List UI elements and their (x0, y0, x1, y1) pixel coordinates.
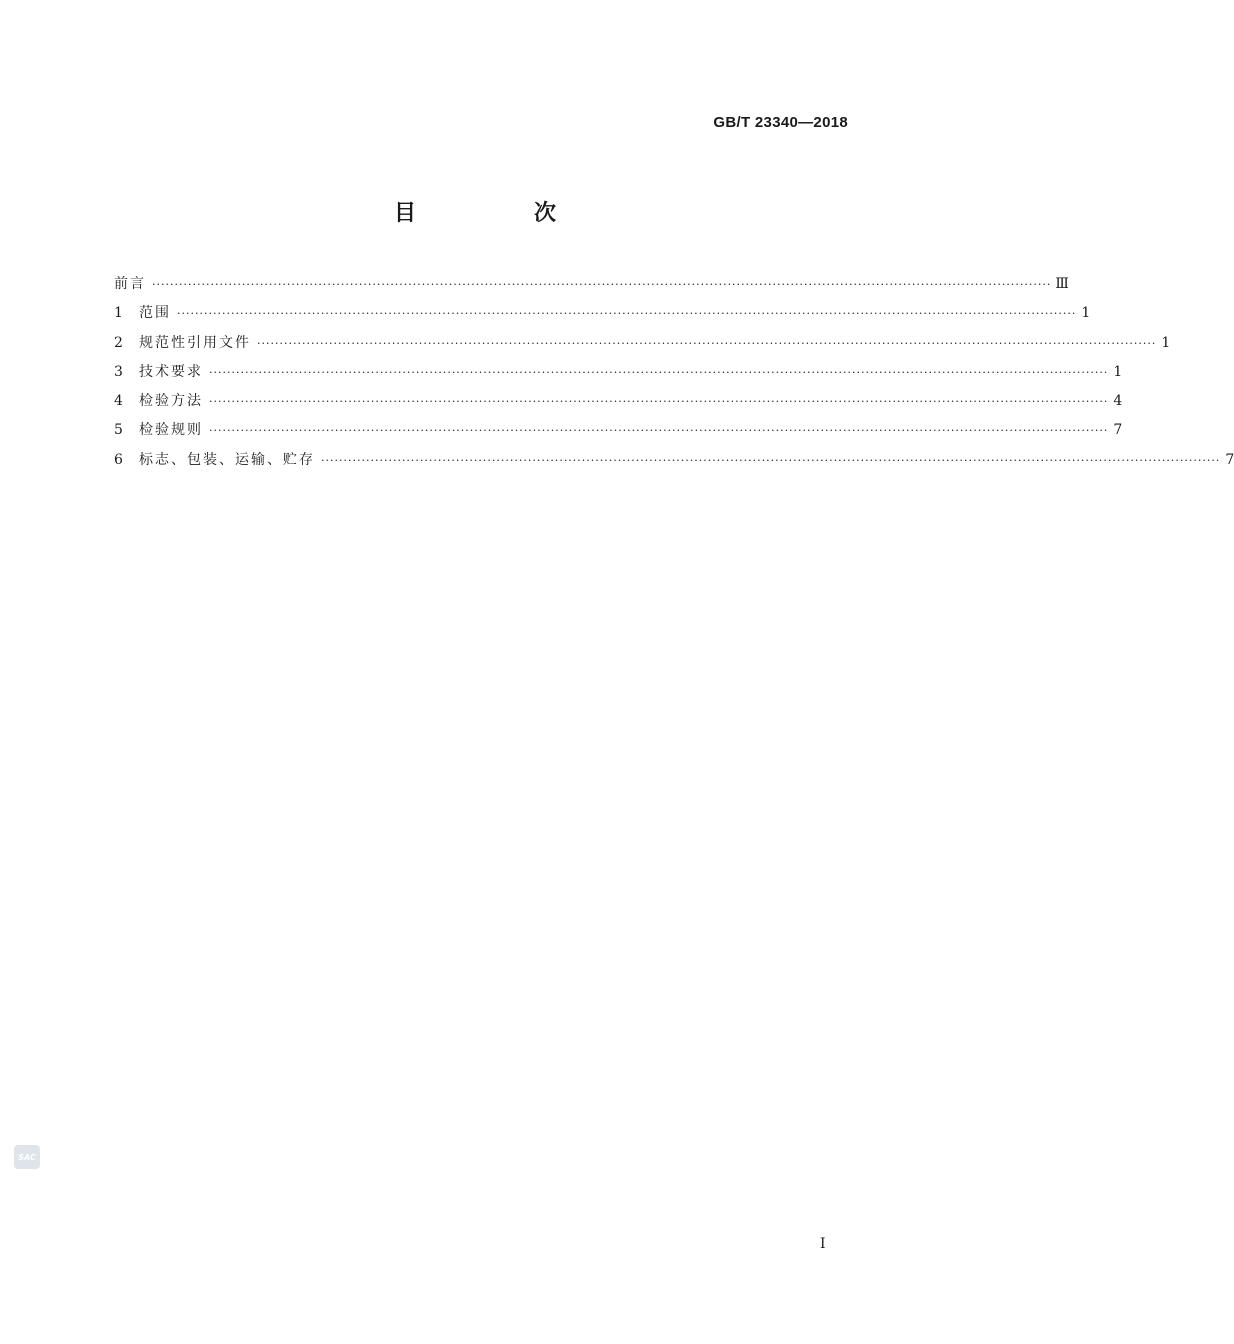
toc-entry-2[interactable] (114, 333, 1171, 362)
toc-entry-page: 1 (1113, 363, 1123, 380)
toc-entry-6[interactable] (114, 450, 1234, 479)
toc-entry-page: 1 (1081, 305, 1091, 322)
toc-entry-number: 3 (114, 363, 123, 380)
sac-logo-text: SAC (18, 1152, 36, 1162)
toc-leader-dots: ········································································································································································································ (152, 278, 1052, 291)
toc-entry-foreword[interactable] (114, 274, 1069, 303)
sac-logo-icon (14, 1145, 40, 1169)
toc-entry-number: 6 (114, 451, 123, 468)
toc-leader-dots: ········································································································································································································ (209, 424, 1109, 438)
toc-entry-number: 1 (114, 305, 123, 322)
toc-leader-dots: ········································································································································································································ (209, 395, 1109, 409)
toc-entry-4[interactable] (114, 391, 1123, 420)
toc-leader-dots: ········································································································································································································ (209, 365, 1109, 379)
toc-entry-number: 5 (114, 422, 123, 439)
toc-entry-5[interactable] (114, 420, 1123, 449)
toc-entry-number: 4 (114, 393, 123, 410)
standard-code: GB/T 23340—2018 (713, 114, 848, 131)
toc-leader-dots: ········································································································································································································ (257, 336, 1157, 350)
toc-entry-1[interactable] (114, 303, 1091, 332)
toc-entry-label: 检验方法 (139, 393, 203, 410)
page-number: I (820, 1236, 826, 1252)
toc-entry-label: 检验规则 (139, 422, 203, 439)
toc-entry-page: Ⅲ (1055, 276, 1069, 292)
toc-entry-page: 1 (1161, 334, 1171, 351)
toc-entry-label: 技术要求 (139, 363, 203, 380)
toc-entry-number: 2 (114, 334, 123, 351)
toc-entry-label: 范围 (139, 305, 171, 322)
toc-entry-3[interactable] (114, 362, 1123, 391)
toc-entry-page: 7 (1225, 451, 1234, 468)
table-of-contents (114, 274, 1234, 479)
toc-entry-label: 前言 (114, 276, 146, 292)
toc-leader-dots: ········································································································································································································ (321, 453, 1221, 467)
toc-leader-dots: ········································································································································································································ (177, 307, 1077, 321)
toc-entry-page: 7 (1113, 422, 1123, 439)
page-title: 目 次 (393, 201, 604, 226)
toc-entry-label: 规范性引用文件 (139, 334, 251, 351)
toc-entry-page: 4 (1113, 393, 1123, 410)
toc-entry-label: 标志、包装、运输、贮存 (139, 451, 315, 468)
